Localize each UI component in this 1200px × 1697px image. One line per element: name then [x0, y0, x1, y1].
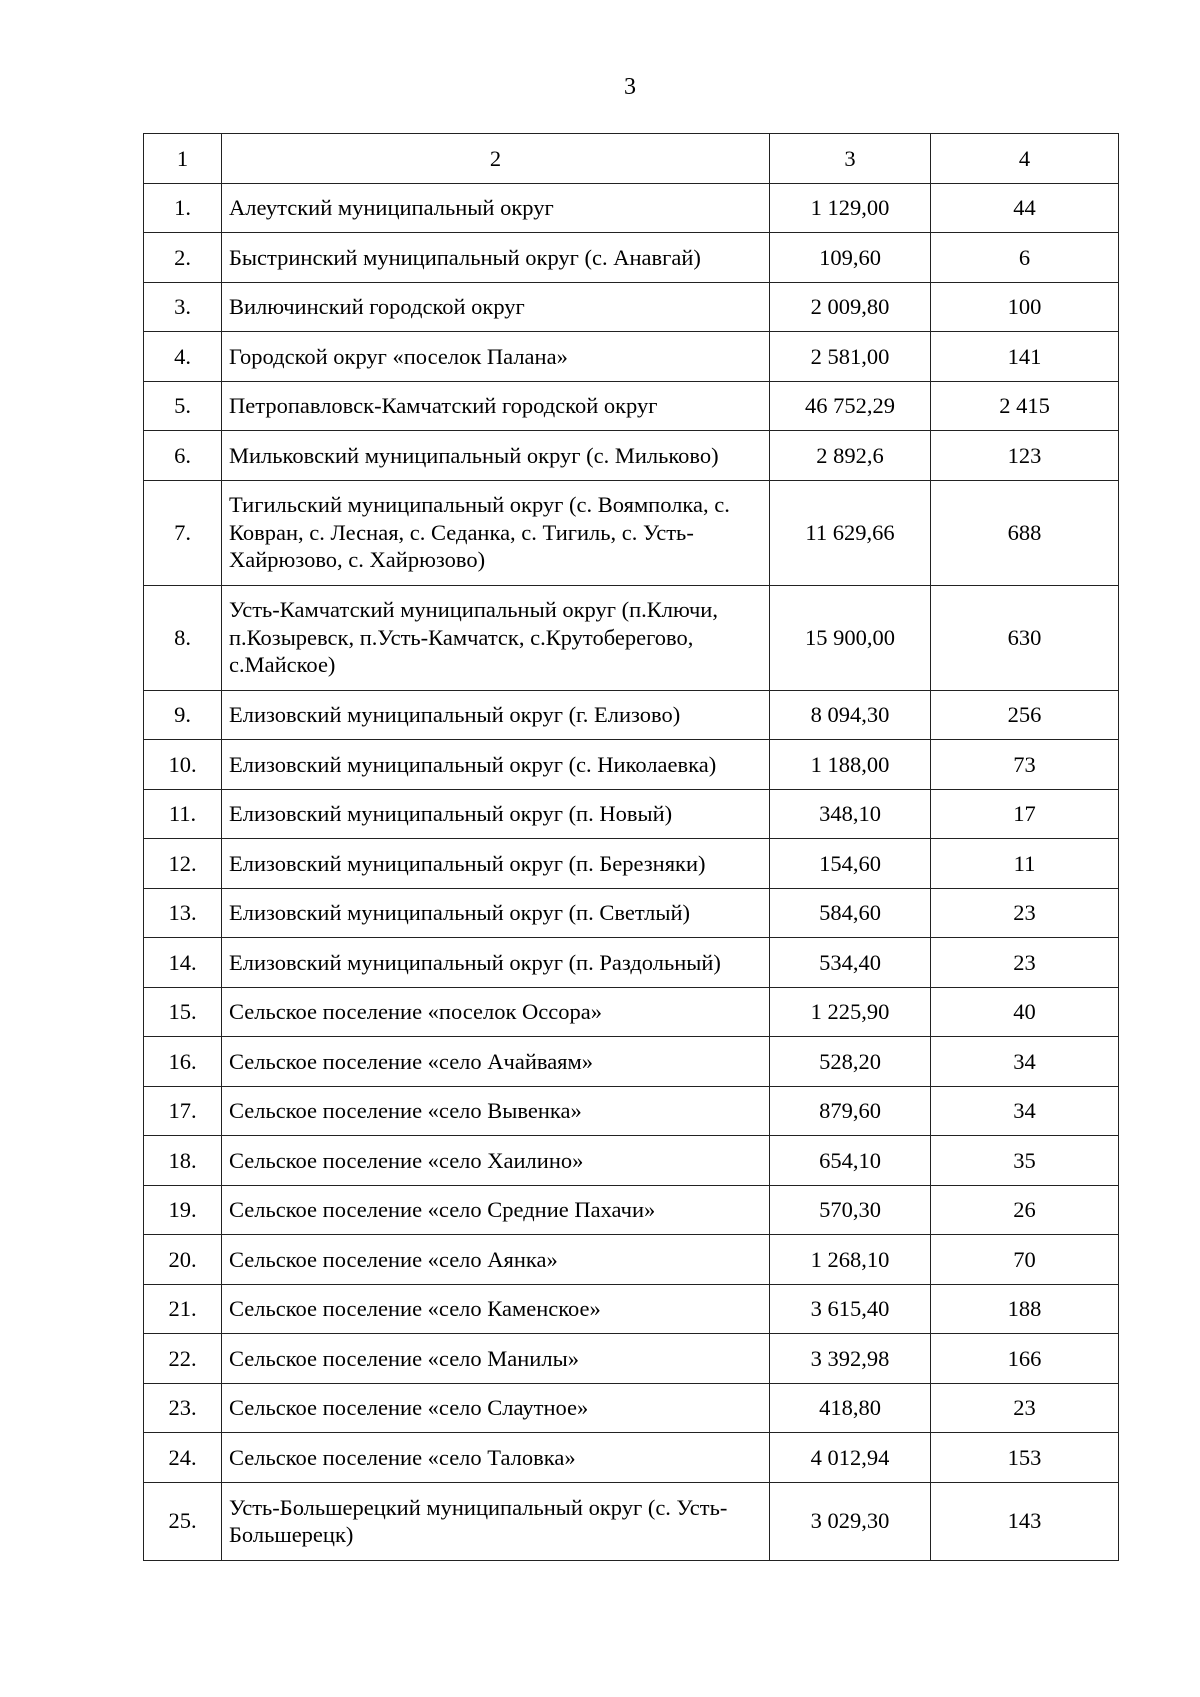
row-number-cell: 19.: [144, 1185, 222, 1235]
row-name-cell: Сельское поселение «село Ачайваям»: [222, 1037, 770, 1087]
row-count-cell: 166: [931, 1334, 1119, 1384]
row-value-cell: 15 900,00: [770, 585, 931, 690]
row-number-cell: 17.: [144, 1086, 222, 1136]
table-row: [144, 1235, 1119, 1285]
row-number-cell: 10.: [144, 740, 222, 790]
row-count-cell: 2 415: [931, 381, 1119, 431]
table-row: [144, 740, 1119, 790]
row-name-cell: Тигильский муниципальный округ (с. Воямполка, с. Ковран, с. Лесная, с. Седанка, с. Тигиль, с. Усть-Хайрюзово, с. Хайрюзово): [222, 480, 770, 585]
table-row: [144, 183, 1119, 233]
row-count-cell: 100: [931, 282, 1119, 332]
row-value-cell: 8 094,30: [770, 690, 931, 740]
row-count-cell: 73: [931, 740, 1119, 790]
row-value-cell: 879,60: [770, 1086, 931, 1136]
row-name-cell: Усть-Камчатский муниципальный округ (п.Ключи, п.Козыревск, п.Усть-Камчатск, с.Крутоберегово, с.Майское): [222, 585, 770, 690]
table-row: [144, 431, 1119, 481]
table-row: [144, 1482, 1119, 1560]
row-number-cell: 9.: [144, 690, 222, 740]
row-name-cell: Сельское поселение «село Слаутное»: [222, 1383, 770, 1433]
row-count-cell: 23: [931, 938, 1119, 988]
row-name-cell: Сельское поселение «село Хаилино»: [222, 1136, 770, 1186]
table-row: [144, 888, 1119, 938]
row-number-cell: 11.: [144, 789, 222, 839]
row-name-cell: Вилючинский городской округ: [222, 282, 770, 332]
row-number-cell: 7.: [144, 480, 222, 585]
row-value-cell: 46 752,29: [770, 381, 931, 431]
row-value-cell: 1 225,90: [770, 987, 931, 1037]
row-value-cell: 1 129,00: [770, 183, 931, 233]
row-count-cell: 630: [931, 585, 1119, 690]
table-row: [144, 938, 1119, 988]
row-count-cell: 34: [931, 1037, 1119, 1087]
row-number-cell: 3.: [144, 282, 222, 332]
row-count-cell: 70: [931, 1235, 1119, 1285]
row-name-cell: Сельское поселение «село Средние Пахачи»: [222, 1185, 770, 1235]
header-row: [144, 134, 1119, 184]
row-value-cell: 154,60: [770, 839, 931, 889]
table-row: [144, 987, 1119, 1037]
row-count-cell: 188: [931, 1284, 1119, 1334]
row-value-cell: 528,20: [770, 1037, 931, 1087]
row-value-cell: 3 392,98: [770, 1334, 931, 1384]
row-count-cell: 256: [931, 690, 1119, 740]
row-value-cell: 348,10: [770, 789, 931, 839]
row-number-cell: 15.: [144, 987, 222, 1037]
row-count-cell: 143: [931, 1482, 1119, 1560]
row-name-cell: Сельское поселение «село Манилы»: [222, 1334, 770, 1384]
table-row: [144, 789, 1119, 839]
table-row: [144, 480, 1119, 585]
row-name-cell: Сельское поселение «село Аянка»: [222, 1235, 770, 1285]
row-count-cell: 153: [931, 1433, 1119, 1483]
row-number-cell: 6.: [144, 431, 222, 481]
header-cell-1: 1: [144, 134, 222, 184]
row-count-cell: 6: [931, 233, 1119, 283]
row-value-cell: 3 615,40: [770, 1284, 931, 1334]
row-name-cell: Елизовский муниципальный округ (п. Светлый): [222, 888, 770, 938]
table-row: [144, 1334, 1119, 1384]
row-value-cell: 3 029,30: [770, 1482, 931, 1560]
row-value-cell: 2 009,80: [770, 282, 931, 332]
row-value-cell: 109,60: [770, 233, 931, 283]
table-row: [144, 1136, 1119, 1186]
row-name-cell: Алеутский муниципальный округ: [222, 183, 770, 233]
row-name-cell: Елизовский муниципальный округ (п. Раздольный): [222, 938, 770, 988]
table-row: [144, 585, 1119, 690]
row-count-cell: 141: [931, 332, 1119, 382]
table-row: [144, 1383, 1119, 1433]
table-row: [144, 332, 1119, 382]
row-name-cell: Елизовский муниципальный округ (п. Новый): [222, 789, 770, 839]
table-row: [144, 1284, 1119, 1334]
row-count-cell: 123: [931, 431, 1119, 481]
row-number-cell: 16.: [144, 1037, 222, 1087]
table-row: [144, 1185, 1119, 1235]
table-row: [144, 839, 1119, 889]
page-number: 3: [624, 74, 636, 100]
row-number-cell: 13.: [144, 888, 222, 938]
row-name-cell: Сельское поселение «поселок Оссора»: [222, 987, 770, 1037]
row-number-cell: 24.: [144, 1433, 222, 1483]
row-value-cell: 654,10: [770, 1136, 931, 1186]
row-value-cell: 2 581,00: [770, 332, 931, 382]
row-number-cell: 12.: [144, 839, 222, 889]
row-name-cell: Петропавловск-Камчатский городской округ: [222, 381, 770, 431]
row-count-cell: 35: [931, 1136, 1119, 1186]
row-count-cell: 23: [931, 888, 1119, 938]
table-row: [144, 1086, 1119, 1136]
table-row: [144, 1433, 1119, 1483]
row-name-cell: Сельское поселение «село Каменское»: [222, 1284, 770, 1334]
row-count-cell: 26: [931, 1185, 1119, 1235]
row-number-cell: 8.: [144, 585, 222, 690]
table-body: [144, 134, 1119, 1561]
table-row: [144, 690, 1119, 740]
row-count-cell: 11: [931, 839, 1119, 889]
row-value-cell: 2 892,6: [770, 431, 931, 481]
row-name-cell: Елизовский муниципальный округ (г. Елизово): [222, 690, 770, 740]
row-name-cell: Усть-Большерецкий муниципальный округ (с. Усть-Большерецк): [222, 1482, 770, 1560]
row-number-cell: 18.: [144, 1136, 222, 1186]
row-value-cell: 534,40: [770, 938, 931, 988]
row-value-cell: 584,60: [770, 888, 931, 938]
row-value-cell: 1 268,10: [770, 1235, 931, 1285]
row-name-cell: Быстринский муниципальный округ (с. Анавгай): [222, 233, 770, 283]
row-count-cell: 23: [931, 1383, 1119, 1433]
row-count-cell: 17: [931, 789, 1119, 839]
row-number-cell: 25.: [144, 1482, 222, 1560]
row-name-cell: Городской округ «поселок Палана»: [222, 332, 770, 382]
row-number-cell: 20.: [144, 1235, 222, 1285]
row-value-cell: 11 629,66: [770, 480, 931, 585]
header-cell-3: 3: [770, 134, 931, 184]
table-row: [144, 381, 1119, 431]
row-count-cell: 688: [931, 480, 1119, 585]
row-name-cell: Сельское поселение «село Вывенка»: [222, 1086, 770, 1136]
row-name-cell: Елизовский муниципальный округ (п. Березняки): [222, 839, 770, 889]
row-value-cell: 1 188,00: [770, 740, 931, 790]
row-number-cell: 5.: [144, 381, 222, 431]
row-number-cell: 2.: [144, 233, 222, 283]
table-row: [144, 282, 1119, 332]
row-number-cell: 14.: [144, 938, 222, 988]
row-value-cell: 570,30: [770, 1185, 931, 1235]
row-name-cell: Мильковский муниципальный округ (с. Мильково): [222, 431, 770, 481]
row-name-cell: Елизовский муниципальный округ (с. Николаевка): [222, 740, 770, 790]
header-cell-4: 4: [931, 134, 1119, 184]
table-row: [144, 233, 1119, 283]
data-table: [143, 133, 1119, 1561]
row-number-cell: 1.: [144, 183, 222, 233]
row-count-cell: 44: [931, 183, 1119, 233]
table-row: [144, 1037, 1119, 1087]
row-name-cell: Сельское поселение «село Таловка»: [222, 1433, 770, 1483]
row-value-cell: 4 012,94: [770, 1433, 931, 1483]
row-number-cell: 23.: [144, 1383, 222, 1433]
row-number-cell: 4.: [144, 332, 222, 382]
header-cell-2: 2: [222, 134, 770, 184]
row-value-cell: 418,80: [770, 1383, 931, 1433]
row-number-cell: 21.: [144, 1284, 222, 1334]
row-count-cell: 34: [931, 1086, 1119, 1136]
row-number-cell: 22.: [144, 1334, 222, 1384]
row-count-cell: 40: [931, 987, 1119, 1037]
